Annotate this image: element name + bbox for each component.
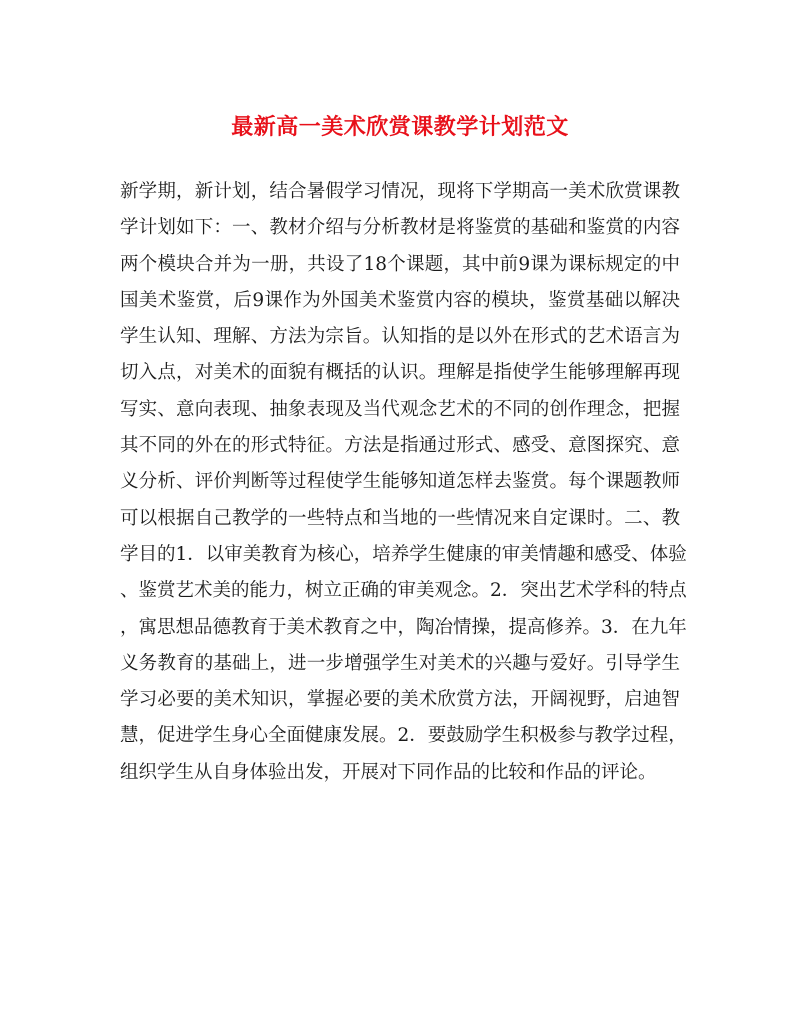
body-line: ，寓思想品德教育于美术教育之中，陶冶情操，提高修养。3．在九年 [120, 616, 687, 638]
body-line: 慧，促进学生身心全面健康发展。2．要鼓励学生积极参与教学过程， [120, 725, 687, 747]
body-line: 切入点，对美术的面貌有概括的认识。理解是指使学生能够理解再现 [120, 362, 680, 384]
body-line: 学目的1．以审美教育为核心，培养学生健康的审美情趣和感受、体验 [120, 543, 687, 565]
body-line: 义务教育的基础上，进一步增强学生对美术的兴趣与爱好。引导学生 [120, 652, 680, 674]
document-body [120, 174, 687, 791]
body-line: 学生认知、理解、方法为宗旨。认知指的是以外在形式的艺术语言为 [120, 326, 680, 348]
body-line: 其不同的外在的形式特征。方法是指通过形式、感受、意图探究、意 [120, 435, 680, 457]
document-title: 最新高一美术欣赏课教学计划范文 [231, 114, 569, 140]
body-line: 新学期，新计划，结合暑假学习情况，现将下学期高一美术欣赏课教 [120, 181, 680, 202]
body-line: 学计划如下：一、教材介绍与分析教材是将鉴赏的基础和鉴赏的内容 [120, 217, 680, 239]
body-line: 可以根据自己教学的一些特点和当地的一些情况来自定课时。二、教 [120, 507, 680, 529]
body-line: 两个模块合并为一册，共设了18个课题，其中前9课为课标规定的中 [120, 253, 680, 275]
body-line: 义分析、评价判断等过程使学生能够知道怎样去鉴赏。每个课题教师 [120, 471, 680, 493]
body-line: 写实、意向表现、抽象表现及当代观念艺术的不同的创作理念，把握 [120, 398, 680, 420]
body-line: 学习必要的美术知识，掌握必要的美术欣赏方法，开阔视野，启迪智 [120, 689, 680, 711]
body-line: 组织学生从自身体验出发，开展对下同作品的比较和作品的评论。 [120, 761, 657, 783]
body-line: 、鉴赏艺术美的能力，树立正确的审美观念。2．突出艺术学科的特点 [120, 580, 687, 602]
body-line: 国美术鉴赏，后9课作为外国美术鉴赏内容的模块，鉴赏基础以解决 [120, 289, 680, 311]
